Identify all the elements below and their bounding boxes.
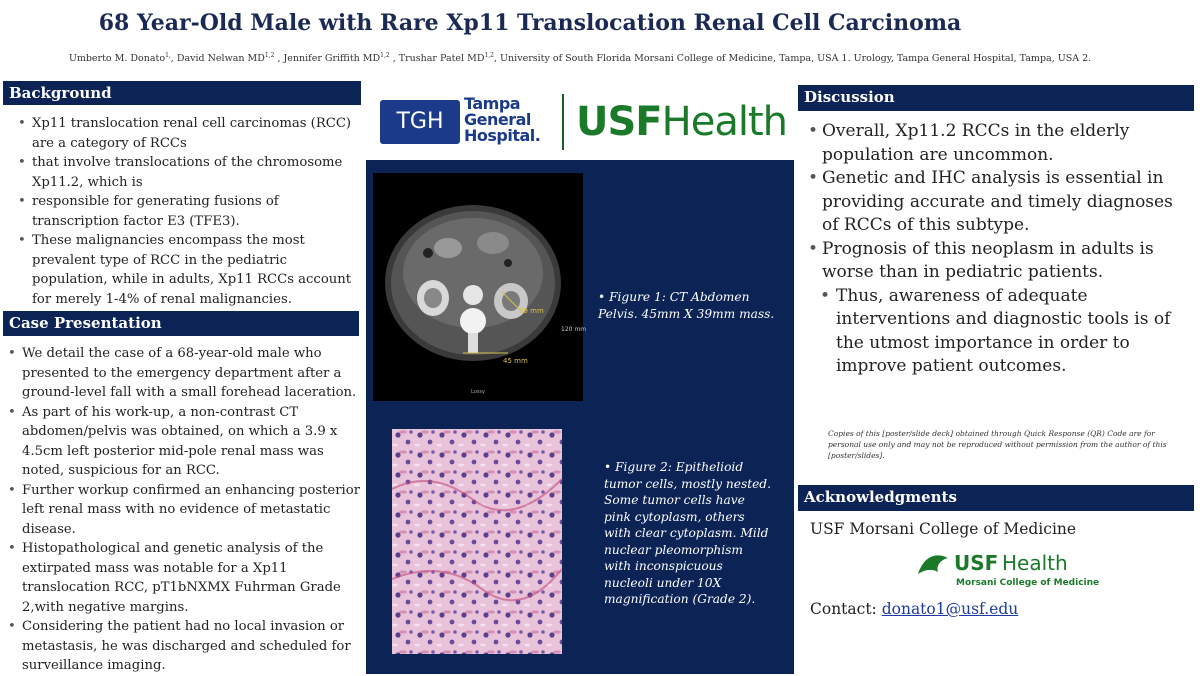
contact-line: Contact: donato1@usf.edu — [810, 600, 1019, 618]
histology-image — [392, 429, 562, 654]
discussion-heading: Discussion — [798, 85, 1194, 111]
list-item: • Xp11 translocation renal cell carcinomas (RCC) are a category of RCCs — [14, 114, 364, 153]
acknowledgments-heading: Acknowledgments — [798, 485, 1194, 511]
list-item: • Considering the patient had no local invasion or metastasis, he was discharged and scheduled for surveillance imaging. — [4, 617, 364, 676]
background-list — [14, 114, 364, 309]
figure-1-caption: • Figure 1: CT Abdomen Pelvis. 45mm X 39mm mass. — [598, 290, 775, 321]
ct-scan-image — [373, 173, 587, 401]
list-item: • Prognosis of this neoplasm in adults is worse than in pediatric patients. — [804, 238, 1190, 285]
usf-morsani-logo — [914, 548, 1114, 592]
svg-text:Health: Health — [1002, 551, 1068, 575]
ct-scale-label: 120 mm — [561, 326, 587, 333]
contact-email-link[interactable]: donato1@usf.edu — [881, 600, 1019, 618]
logo-banner — [376, 92, 787, 154]
figure-2-caption: • Figure 2: Epithelioid tumor cells, mostly nested. Some tumor cells have pink cytoplasm, others with clear cytoplasm. Mild nuclear pleomorphism with inconspicuous nucleoli under 10X magnification (Grade 2). — [604, 460, 771, 606]
tgh-logo-text: Tampa General Hospital. — [464, 94, 541, 145]
list-item: • that involve translocations of the chromosome Xp11.2, which is — [14, 153, 364, 192]
ct-lossy-label: Lossy — [471, 389, 485, 395]
author-line: Umberto M. Donato$^{1,}$, David Nelwan MD$^{1,2}$ , Jennifer Griffith MD$^{1,2}$ , Trushar Patel MD$^{1,2}$, University of South Florida Morsani College of Medicine, Tampa, USA 1. Urology, Tampa General Hospital, Tampa, USA 2. — [68, 52, 1092, 65]
list-item: • Histopathological and genetic analysis of the extirpated mass was notable for a Xp11 translocation RCC, pT1bNXMX Fuhrman Grade 2,with negative margins. — [4, 539, 364, 617]
list-item: • We detail the case of a 68-year-old male who presented to the emergency department after a ground-level fall with a small forehead laceration. — [4, 344, 364, 403]
ct-measure-label: 45 mm — [503, 357, 528, 365]
tgh-logo-mark: TGH — [380, 100, 460, 144]
poster-title: 68 Year-Old Male with Rare Xp11 Translocation Renal Cell Carcinoma — [98, 10, 962, 36]
ct-measure-label: 39 mm — [519, 307, 544, 315]
logo-divider — [562, 94, 564, 150]
list-item: • Overall, Xp11.2 RCCs in the elderly population are uncommon. — [804, 120, 1190, 167]
list-item: • Genetic and IHC analysis is essential in providing accurate and timely diagnoses of RCCs of this subtype. — [804, 167, 1190, 238]
ack-organization: USF Morsani College of Medicine — [810, 520, 1077, 538]
list-item: • These malignancies encompass the most prevalent type of RCC in the pediatric population, while in adults, Xp11 RCCs account for merely 1-4% of renal malignancies. — [14, 231, 364, 309]
list-item: • Further workup confirmed an enhancing posterior left renal mass with no evidence of metastatic disease. — [4, 481, 364, 540]
list-item: • Thus, awareness of adequate interventions and diagnostic tools is of the utmost importance in order to improve patient outcomes. — [804, 285, 1190, 379]
copyright-notice: Copies of this [poster/slide deck] obtained through Quick Response (QR) Code are for personal use only and may not be reproduced without permission from the author of this [poster/slides]. — [828, 429, 1167, 460]
list-item: • responsible for generating fusions of transcription factor E3 (TFE3). — [14, 192, 364, 231]
usf-health-logo: USFHealth — [576, 99, 787, 145]
svg-text:Morsani College of Medicine: Morsani College of Medicine — [956, 578, 1100, 588]
svg-text:USF: USF — [954, 551, 999, 575]
discussion-list — [804, 120, 1190, 379]
case-heading: Case Presentation — [3, 311, 359, 336]
list-item: • As part of his work-up, a non-contrast CT abdomen/pelvis was obtained, on which a 3.9 x 4.5cm left posterior mid-pole renal mass was noted, suspicious for an RCC. — [4, 403, 364, 481]
case-list — [4, 344, 364, 676]
background-heading: Background — [3, 81, 361, 105]
bull-horns-icon — [918, 555, 948, 574]
